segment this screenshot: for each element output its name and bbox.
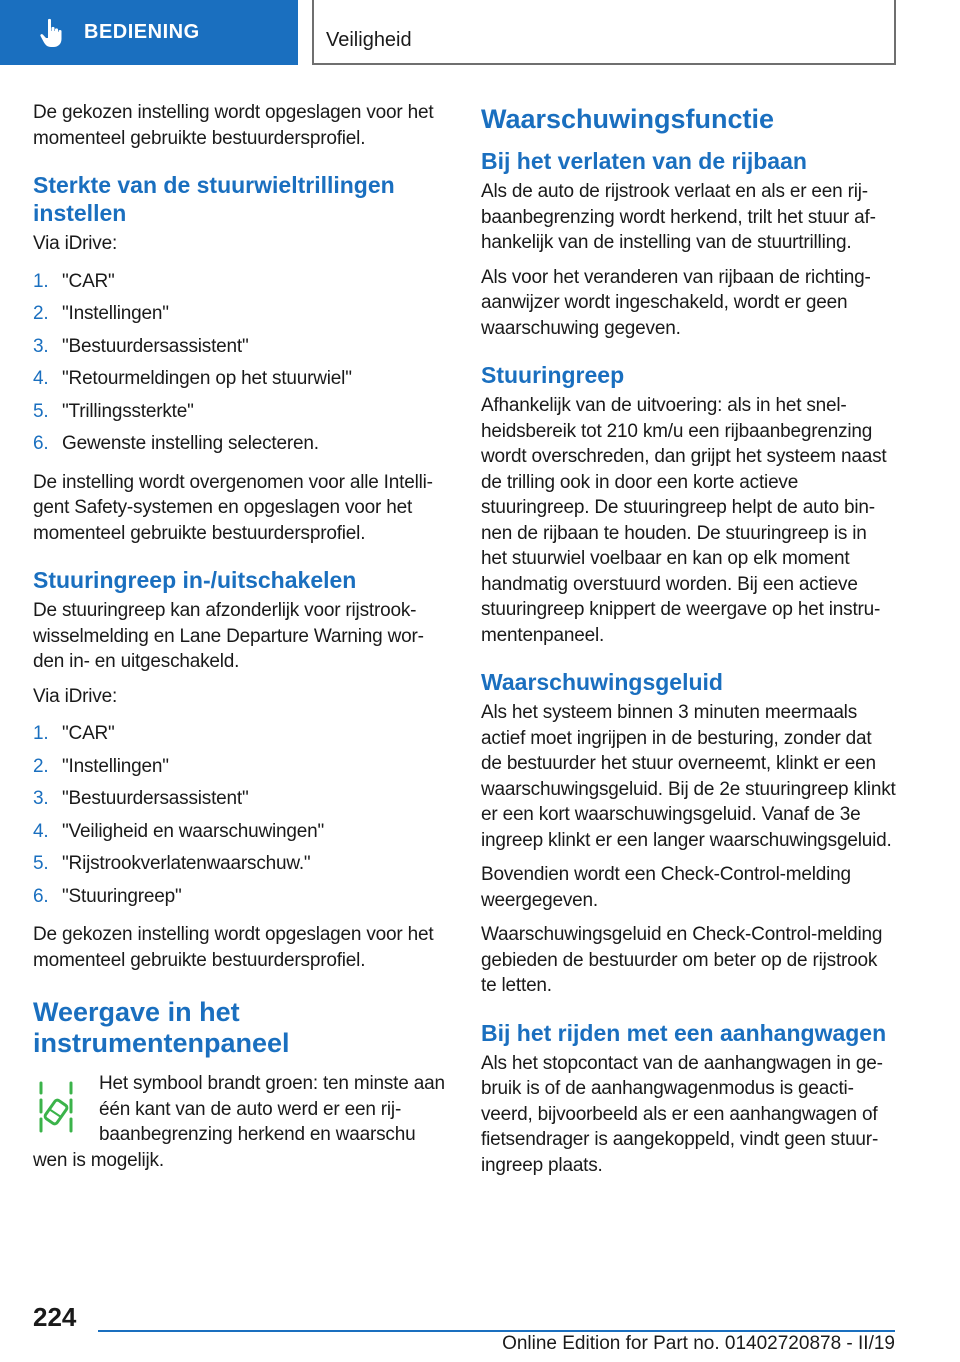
paragraph-check-control-purpose: Waarschuwingsgeluid en Check-Control-melding gebieden de bestuurder om beter op de rijstrook te letten.	[481, 924, 883, 996]
left-column	[33, 100, 448, 1173]
heading-trailer: Bij het rijden met een aanhangwagen	[481, 1019, 887, 1046]
heading-vibration-strength: Sterkte van de stuurwieltrillingen instellen	[33, 172, 395, 226]
heading-leaving-lane: Bij het verlaten van de rijbaan	[481, 148, 807, 174]
list-item: 6. Gewenste instelling selecteren.	[33, 433, 319, 454]
paragraph-warning-sound: Als het systeem binnen 3 minuten meermaals actief moet ingrijpen in de besturing, zonder dat de bestuurder het stuur overneemt, klinkt er een waarschuwingsgeluid. Bij de 2e stuuringreep klinkt er een kort waarschuwingsgeluid. Vanaf de 3e ingreep klinkt er een langer waarschuwingsgeluid.	[481, 702, 896, 851]
symbol-description-tail: wen is mogelijk.	[33, 1149, 164, 1171]
via-idrive-label: Via iDrive:	[33, 233, 118, 254]
list-item: 5. "Rijstrookverlatenwaarschuw."	[33, 853, 311, 874]
heading-warning-function: Waarschuwingsfunctie	[481, 104, 775, 134]
paragraph-leaving-lane: Als de auto de rijstrook verlaat en als er een rijbaanbegrenzing wordt herkend, trilt het stuur afhankelijk van de instelling van de stuurtrilling.	[481, 181, 876, 253]
steps-list-vibration	[33, 269, 448, 464]
symbol-description: Het symbool brandt groen: ten minste aan één kant van de auto werd er een rijbaanbegrenzing herkend en waarschu	[99, 1073, 445, 1145]
paragraph-setting-applied: De instelling wordt overgenomen voor alle Intelligent Safety-systemen en opgeslagen voor het momenteel gebruikte bestuurdersprofiel.	[33, 471, 433, 544]
heading-warning-sound: Waarschuwingsgeluid	[481, 669, 723, 695]
hand-pointer-icon	[34, 15, 70, 51]
paragraph-steering-intervention: De stuuringreep kan afzonderlijk voor rijstrookwisselmelding en Lane Departure Warning worden in- en uitgeschakeld.	[33, 600, 424, 672]
heading-steering-intervention-toggle: Stuuringreep in-/uitschakelen	[33, 567, 357, 593]
list-item: 3. "Bestuurdersassistent"	[33, 788, 249, 809]
list-item: 3. "Bestuurdersassistent"	[33, 335, 249, 357]
symbol-explanation	[33, 1071, 448, 1173]
list-item: 1. "CAR"	[33, 723, 115, 744]
list-item: 2. "Instellingen"	[33, 303, 169, 324]
lane-departure-symbol-icon	[36, 1079, 76, 1135]
chapter-tab-label: BEDIENING	[84, 21, 200, 43]
paragraph-check-control: Bovendien wordt een Check-Control-melding weergegeven.	[481, 864, 851, 911]
heading-steering-intervention: Stuuringreep	[481, 362, 625, 388]
via-idrive-label: Via iDrive:	[33, 685, 118, 707]
page-number: 224	[33, 1302, 77, 1332]
paragraph-trailer: Als het stopcontact van de aanhangwagen in gebruik is of de aanhangwagenmodus is geactiveerd, bijvoorbeeld als er een aanhangwagen of fietsendrager is aangekoppeld, vindt geen stuuringreep plaats.	[481, 1052, 883, 1176]
list-item: 6. "Stuuringreep"	[33, 885, 182, 907]
list-item: 4. "Retourmeldingen op het stuurwiel"	[33, 368, 352, 389]
paragraph-turn-signal: Als voor het veranderen van rijbaan de richtingaanwijzer wordt ingeschakeld, wordt er geen waarschuwing gegeven.	[481, 266, 871, 339]
steps-list-intervention	[33, 721, 448, 916]
edition-note: Online Edition for Part no. 01402720878 - II/19	[502, 1333, 895, 1354]
footer-divider	[98, 1330, 895, 1332]
right-column	[481, 100, 896, 1187]
paragraph-steering-intervention-detail: Afhankelijk van de uitvoering: als in het snelheidsbereik tot 210 km/u een rijbaanbegrenzing wordt overschreden, dan grijpt het systeem naast de trilling ook in door een korte actieve stuuringreep. De stuuringreep helpt de auto binnen de rijbaan te houden. De stuuringreep is in het stuurwiel voelbaar en kan op elk moment handmatig overstuurd worden. Bij een actieve stuuringreep knippert de weergave op het instrumentenpaneel.	[481, 395, 887, 646]
section-header	[312, 0, 896, 65]
section-title: Veiligheid	[326, 29, 412, 51]
paragraph-setting-saved: De gekozen instelling wordt opgeslagen voor het momenteel gebruikte bestuurdersprofiel.	[33, 924, 434, 971]
chapter-tab[interactable]	[0, 0, 298, 65]
list-item: 1. "CAR"	[33, 270, 115, 292]
heading-instrument-display: Weergave in het instrumentenpaneel	[33, 997, 290, 1058]
list-item: 4. "Veiligheid en waarschuwingen"	[33, 820, 325, 842]
list-item: 5. "Trillingssterkte"	[33, 400, 194, 422]
list-item: 2. "Instellingen"	[33, 755, 169, 777]
intro-paragraph: De gekozen instelling wordt opgeslagen voor het momenteel gebruikte bestuurdersprofiel.	[33, 102, 434, 149]
